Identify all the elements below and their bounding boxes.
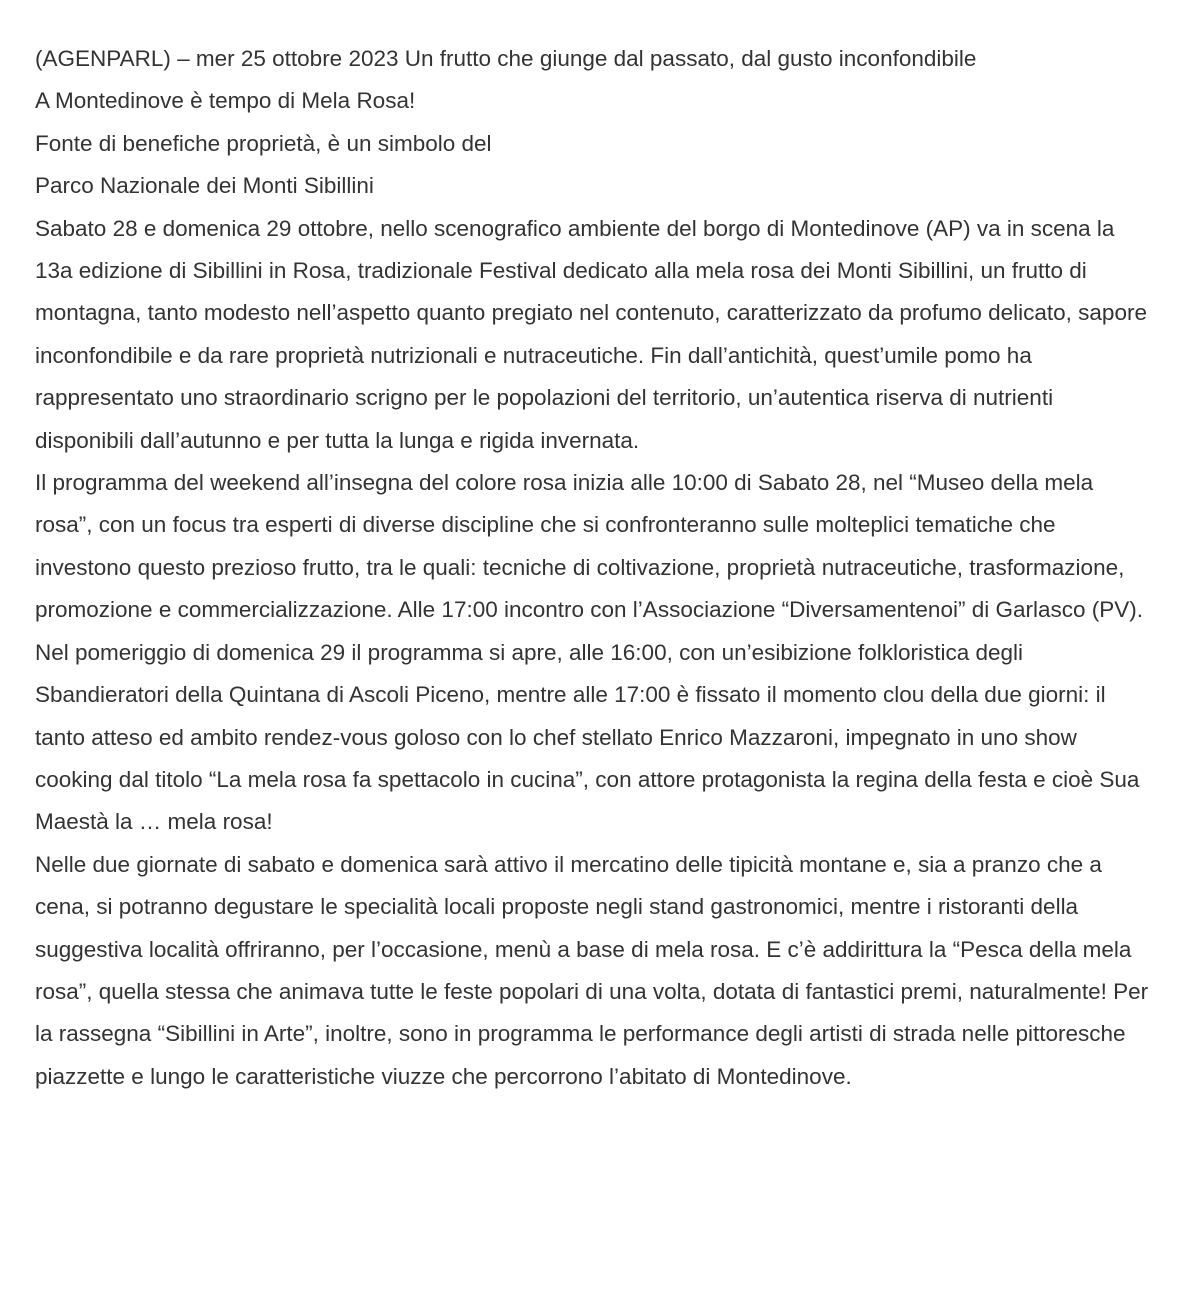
article-subheadline-1: Fonte di benefiche proprietà, è un simbolo del — [35, 130, 492, 156]
article-paragraph: Sabato 28 e domenica 29 ottobre, nello scenografico ambiente del borgo di Montedinove (AP) va in scena la 13a edizione di Sibillini in Rosa, tradizionale Festival dedicato alla mela rosa dei Monti Sibillini, un frutto di montagna, tanto modesto nell’aspetto quanto pregiato nel contenuto, caratterizzato da profumo delicato, sapore inconfondibile e da rare proprietà nutrizionali e nutraceutiche. Fin dall’antichità, quest’umile pomo ha rappresentato uno straordinario scrigno per le popolazioni del territorio, un’autentica riserva di nutrienti disponibili dall’autunno e per tutta la lunga e rigida invernata. — [35, 215, 1147, 453]
article-paragraph: Nel pomeriggio di domenica 29 il programma si apre, alle 16:00, con un’esibizione folkloristica degli Sbandieratori della Quintana di Ascoli Piceno, mentre alle 17:00 è fissato il momento clou della due giorni: il tanto atteso ed ambito rendez-vous goloso con lo chef stellato Enrico Mazzaroni, impegnato in uno show cooking dal titolo “La mela rosa fa spettacolo in cucina”, con attore protagonista la regina della festa e cioè Sua Maestà la … mela rosa! — [35, 639, 1140, 835]
article-body — [35, 38, 1155, 1098]
article-headline: A Montedinove è tempo di Mela Rosa! — [35, 88, 416, 114]
article-paragraph: Nelle due giornate di sabato e domenica sarà attivo il mercatino delle tipicità montane e, sia a pranzo che a cena, si potranno degustare le specialità locali proposte negli stand gastronomici, mentre i ristoranti della suggestiva località offriranno, per l’occasione, menù a base di mela rosa. E c’è addirittura la “Pesca della mela rosa”, quella stessa che animava tutte le feste popolari di una volta, dotata di fantastici premi, naturalmente! Per la rassegna “Sibillini in Arte”, inoltre, sono in programma le performance degli artisti di strada nelle pittoresche piazzette e lungo le caratteristiche viuzze che percorrono l’abitato di Montedinove. — [35, 851, 1149, 1089]
article-paragraph: Il programma del weekend all’insegna del colore rosa inizia alle 10:00 di Sabato 28, nel “Museo della mela rosa”, con un focus tra esperti di diverse discipline che si confronteranno sulle molteplici tematiche che investono questo prezioso frutto, tra le quali: tecniche di coltivazione, proprietà nutraceutiche, trasformazione, promozione e commercializzazione. Alle 17:00 incontro con l’Associazione “Diversamentenoi” di Garlasco (PV). — [35, 470, 1143, 623]
article-subheadline-2: Parco Nazionale dei Monti Sibillini — [35, 173, 374, 199]
article-intro-line: (AGENPARL) – mer 25 ottobre 2023 Un frutto che giunge dal passato, dal gusto inconfondibile — [35, 46, 977, 71]
